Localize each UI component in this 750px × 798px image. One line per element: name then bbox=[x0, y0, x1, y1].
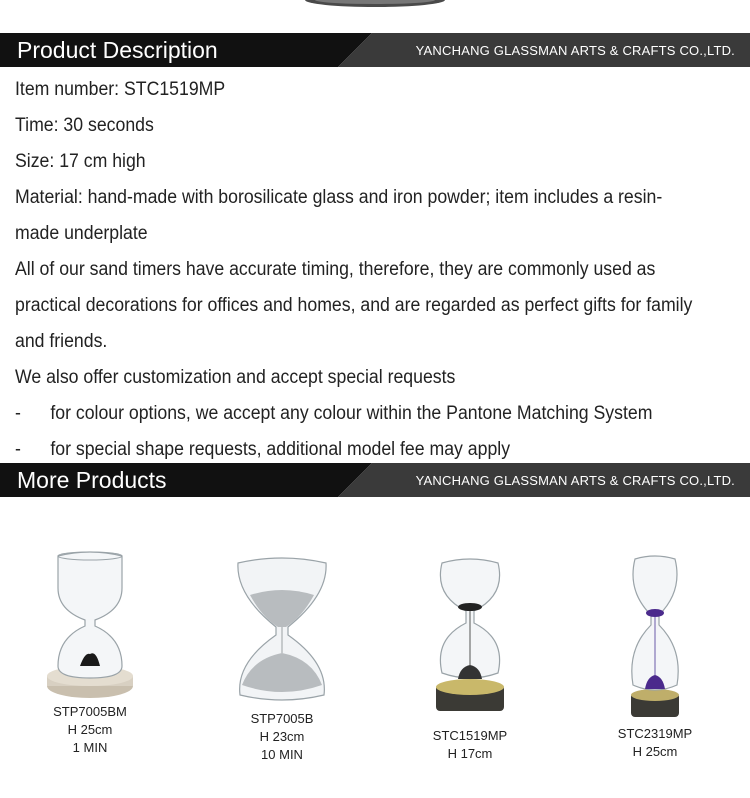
product-description bbox=[15, 72, 694, 468]
product-code: STC2319MP bbox=[617, 726, 693, 741]
list-item: - for special shape requests, additional model fee may apply bbox=[15, 439, 511, 460]
accuracy-text: All of our sand timers have accurate timing, therefore, they are commonly used as practical decorations for offices and homes, and are regarded as perfect gifts for family and friends. bbox=[15, 259, 693, 352]
company-name: YANCHANG GLASSMAN ARTS & CRAFTS CO.,LTD. bbox=[415, 43, 735, 58]
product-card-stp7005b[interactable] bbox=[222, 555, 342, 764]
section-title: More Products bbox=[17, 467, 167, 493]
hourglass-image bbox=[232, 555, 332, 710]
size: Size: 17 cm high bbox=[15, 151, 146, 172]
product-code: STP7005B bbox=[250, 711, 314, 726]
product-duration: 10 MIN bbox=[261, 747, 303, 762]
product-card-stc2319mp[interactable] bbox=[595, 555, 715, 761]
list-item: - for colour options, we accept any colour within the Pantone Matching System bbox=[15, 403, 653, 424]
product-code: STC1519MP bbox=[432, 728, 508, 743]
hourglass-image bbox=[420, 555, 520, 727]
product-height: H 23cm bbox=[259, 729, 305, 744]
hourglass-image bbox=[605, 555, 705, 725]
item-number: Item number: STC1519MP bbox=[15, 79, 226, 100]
hourglass-image bbox=[40, 548, 140, 703]
product-description-banner bbox=[0, 33, 750, 67]
product-card-stc1519mp[interactable] bbox=[410, 555, 530, 763]
time: Time: 30 seconds bbox=[15, 115, 154, 136]
product-height: H 25cm bbox=[67, 722, 113, 737]
customization-text: We also offer customization and accept special requests bbox=[15, 367, 456, 388]
product-code: STP7005BM bbox=[53, 704, 127, 719]
more-products-banner bbox=[0, 463, 750, 497]
product-height: H 17cm bbox=[447, 746, 493, 761]
material: Material: hand-made with borosilicate glass and iron powder; item includes a resin-made underplate bbox=[15, 187, 663, 244]
section-title: Product Description bbox=[17, 37, 218, 63]
product-image-base-top bbox=[300, 0, 450, 8]
product-duration: 1 MIN bbox=[72, 740, 108, 755]
product-card-stp7005bm[interactable] bbox=[30, 548, 150, 757]
company-name: YANCHANG GLASSMAN ARTS & CRAFTS CO.,LTD. bbox=[415, 473, 735, 488]
product-height: H 25cm bbox=[632, 744, 678, 759]
